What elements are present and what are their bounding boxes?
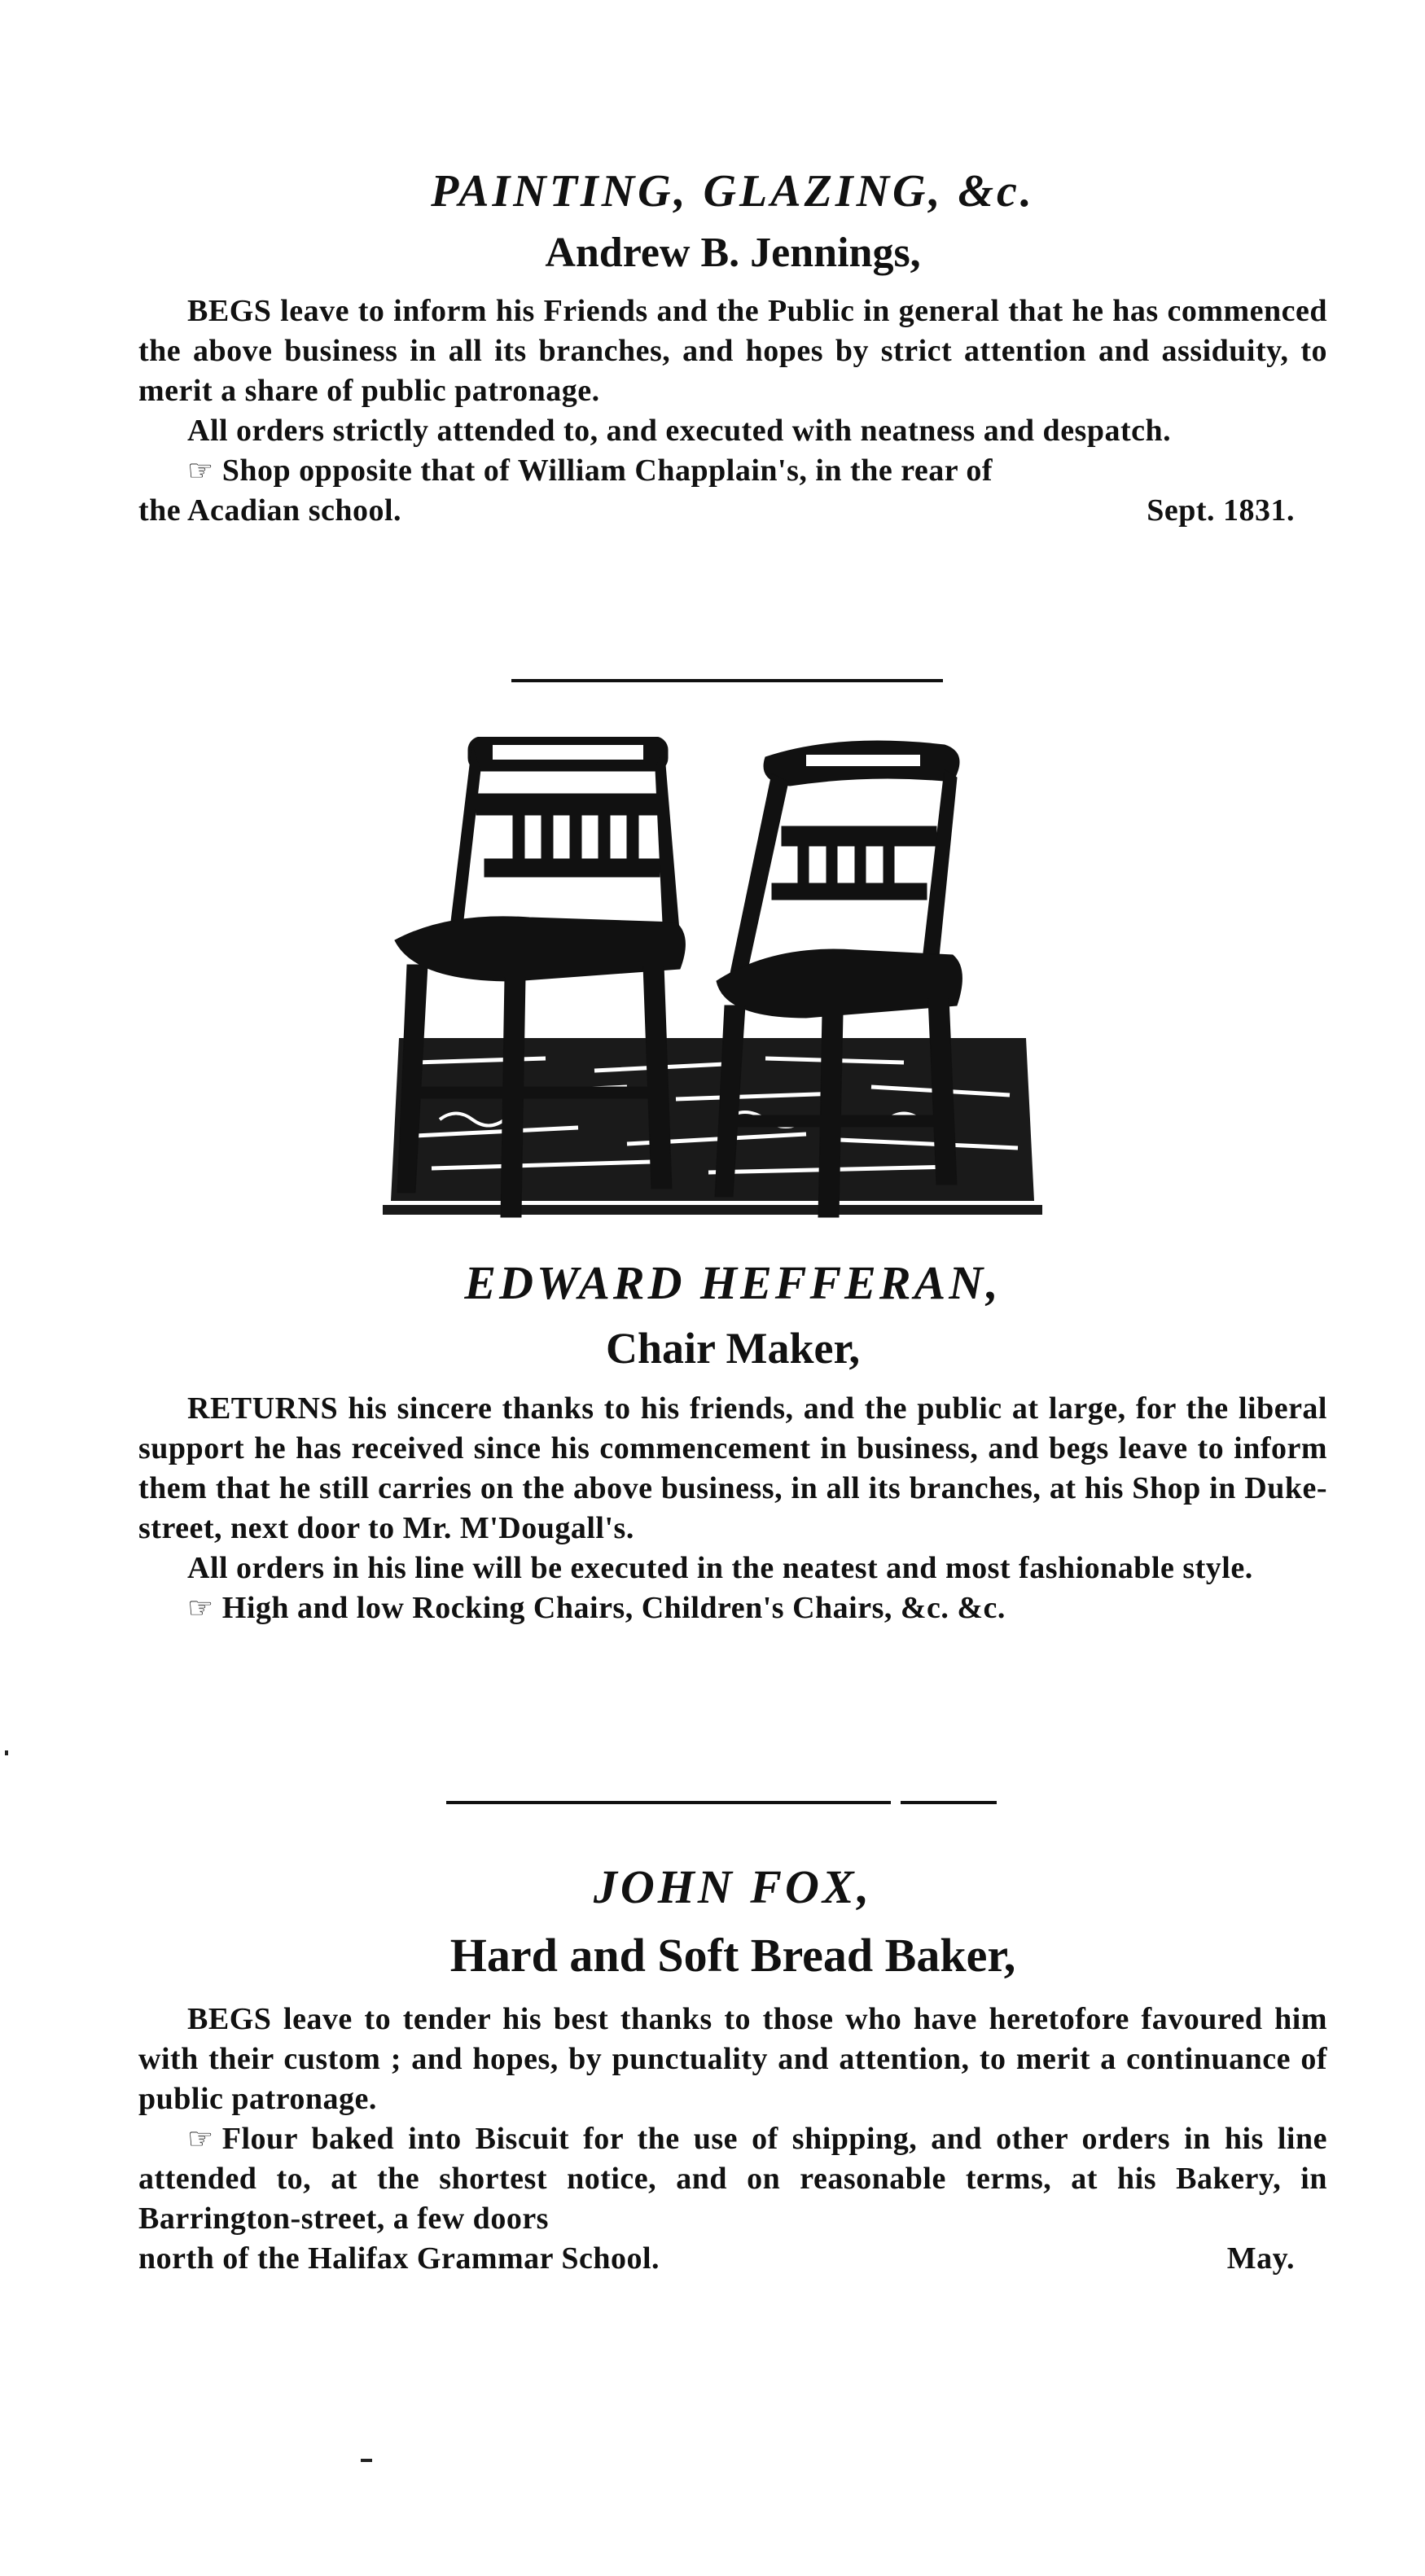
pointing-hand-icon: ☞: [187, 1592, 214, 1625]
ad-date: May.: [1226, 2241, 1295, 2276]
ad-closing-line: [138, 491, 1327, 531]
ad-subtitle: Chair Maker,: [605, 1324, 860, 1373]
stray-mark: [5, 1750, 8, 1755]
chairs-illustration: [383, 737, 1050, 1242]
pointing-hand-icon: ☞: [187, 454, 214, 488]
ad-note: [138, 1588, 1327, 1628]
ad-paragraph: BEGS leave to tender his best thanks to those who have heretofore favoured him with their custom ; and hopes, by punctuality and attention, to merit a continuance of public patronage.: [138, 2002, 1327, 2116]
ad-note-text: High and low Rocking Chairs, Children's Chairs, &c. &c.: [221, 1591, 1006, 1625]
ad-painting-glazing: [138, 163, 1327, 531]
ad-note-text: Shop opposite that of William Chapplain's, in the rear of: [221, 453, 993, 488]
divider-rule: [446, 1801, 891, 1804]
ad-paragraph: BEGS leave to inform his Friends and the Public in general that he has commenced the above business in all its branches, and hopes by strict attention and assiduity, to merit a share of public patronage.: [138, 294, 1327, 408]
ad-paragraph: All orders in his line will be executed in the neatest and most fashionable style.: [187, 1551, 1253, 1585]
ad-closing-line: [138, 2239, 1327, 2279]
divider-rule: [901, 1801, 997, 1804]
ad-note-last: the Acadian school.: [138, 493, 402, 528]
divider-rule: [511, 679, 943, 682]
ad-date: Sept. 1831.: [1147, 493, 1295, 528]
pointing-hand-icon: ☞: [187, 2123, 214, 2156]
ad-paragraph: All orders strictly attended to, and executed with neatness and despatch.: [187, 414, 1172, 448]
ad-title: EDWARD HEFFERAN,: [464, 1256, 1002, 1309]
ad-chair-maker: [138, 1254, 1327, 1628]
ad-subtitle: Andrew B. Jennings,: [545, 230, 921, 276]
ad-subtitle: Hard and Soft Bread Baker,: [449, 1929, 1016, 1982]
ad-note-text: Flour baked into Biscuit for the use of shipping, and other orders in his line attended to, at the shortest notice, and on reasonable terms, at his Bakery, in Barrington-street, a few doors: [138, 2122, 1327, 2236]
stray-mark: [361, 2459, 372, 2462]
ad-title: JOHN FOX,: [593, 1860, 873, 1913]
ad-title: PAINTING, GLAZING, &c.: [431, 166, 1035, 217]
ad-baker: [138, 1858, 1327, 2279]
ad-paragraph: RETURNS his sincere thanks to his friends, and the public at large, for the liberal support he has received since his commencement in business, and begs leave to inform them that he still carries on the above business, in all its branches, at his Shop in Duke-street, next door to Mr. M'Dougall's.: [138, 1391, 1327, 1545]
ad-note-last: north of the Halifax Grammar School.: [138, 2241, 660, 2276]
ad-note: [138, 2119, 1327, 2239]
ad-note: [138, 451, 1327, 491]
